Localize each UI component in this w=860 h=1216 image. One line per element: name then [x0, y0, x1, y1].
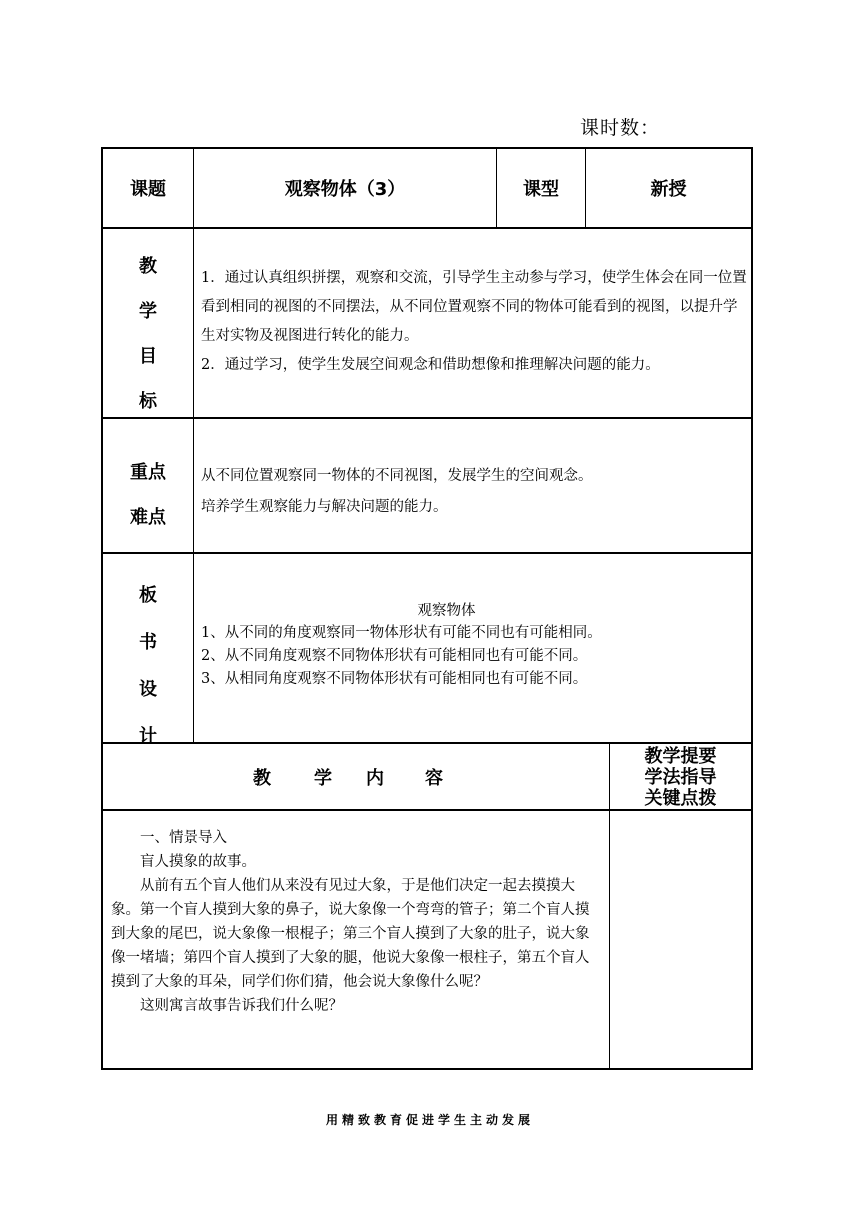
content-header: 教 学 内 容	[253, 767, 443, 789]
divider	[193, 148, 194, 743]
topic-label: 课题	[130, 179, 166, 200]
board-title: 观察物体	[417, 603, 476, 619]
content-text	[111, 826, 603, 1018]
board-lines	[201, 622, 747, 691]
board-line: 3、从相同角度观察不同物体形状有可能相同也有可能不同。	[201, 671, 588, 687]
divider	[101, 227, 753, 229]
key-point-item: 从不同位置观察同一物体的不同视图，发展学生的空间观念。	[201, 468, 593, 484]
footer-slogan: 用精致教育促进学生主动发展	[325, 1113, 534, 1127]
divider	[101, 809, 753, 811]
objective-item: 1．通过认真组织拼摆，观察和交流，引导学生主动参与学习，使学生体会在同一位置看到相同的视图的不同摆法，从不同位置观察不同的物体可能看到的视图，以提升学生对实物及视图进行转化的能力。	[201, 270, 747, 344]
key-points-label: 重点 难点	[130, 462, 166, 528]
board-label: 板 书 设 计	[139, 585, 157, 747]
objectives-label: 教 学 目 标	[139, 256, 157, 412]
board-line: 2、从不同角度观察不同物体形状有可能相同也有可能不同。	[201, 648, 588, 664]
objective-item: 2．通过学习，使学生发展空间观念和借助想像和推理解决问题的能力。	[201, 357, 660, 373]
divider	[101, 417, 753, 419]
objectives-text	[201, 264, 747, 380]
lesson-hours-label: 课时数：	[580, 117, 661, 139]
content-paragraph: 这则寓言故事告诉我们什么呢？	[140, 998, 343, 1014]
content-paragraph: 盲人摸象的故事。	[140, 854, 256, 870]
type-label: 课型	[523, 179, 559, 200]
content-paragraph: 从前有五个盲人他们从来没有见过大象，于是他们决定一起去摸摸大象。第一个盲人摸到大象的鼻子，说大象像一个弯弯的管子；第二个盲人摸到大象的尾巴，说大象像一根棍子；第三个盲人摸到了大象的肚子，说大象像一堵墙；第四个盲人摸到了大象的腿，他说大象像一根柱子，第五个盲人摸到了大象的耳朵，同学们你们猜，他会说大象像什么呢？	[111, 878, 590, 990]
guidance-header: 教学提要 学法指导 关键点拨	[644, 746, 717, 809]
topic-value: 观察物体（3）	[284, 179, 406, 200]
content-paragraph: 一、情景导入	[140, 830, 227, 846]
divider	[101, 552, 753, 554]
key-point-item: 培养学生观察能力与解决问题的能力。	[201, 499, 448, 515]
divider	[101, 1068, 753, 1070]
key-points-text	[201, 461, 747, 523]
board-line: 1、从不同的角度观察同一物体形状有可能不同也有可能相同。	[201, 625, 602, 641]
type-value: 新授	[650, 179, 687, 200]
